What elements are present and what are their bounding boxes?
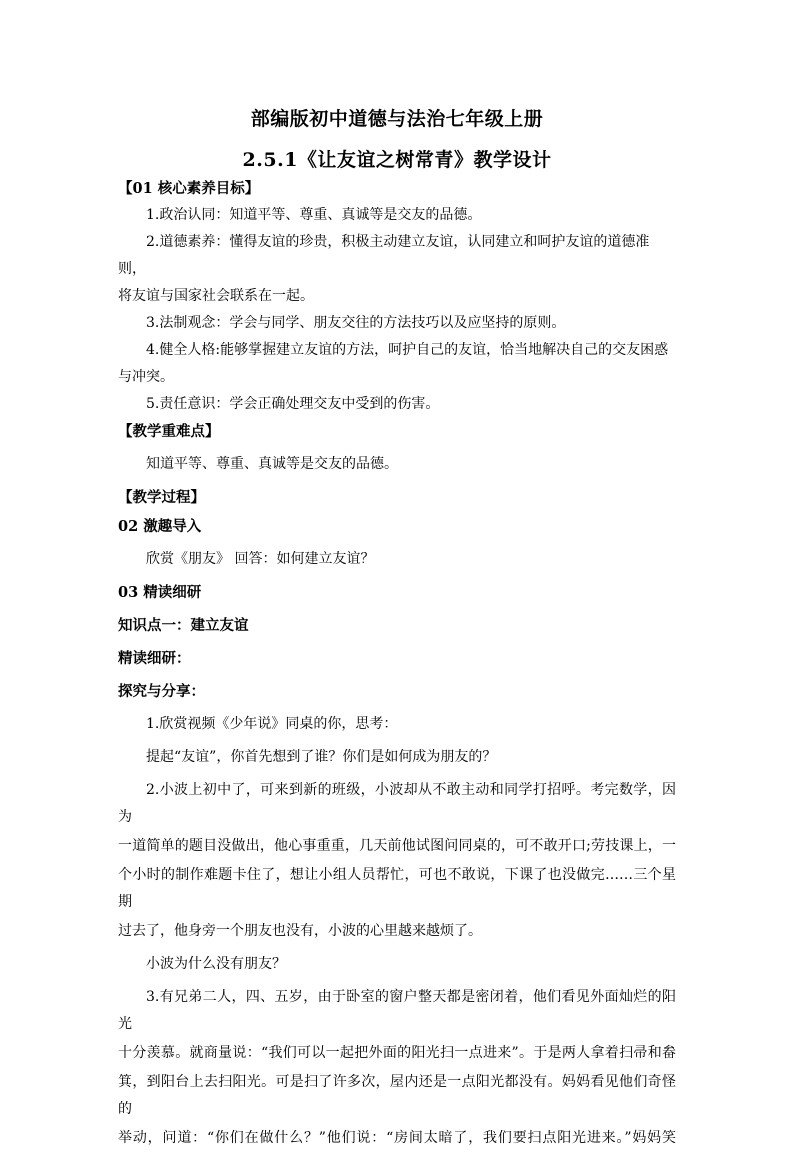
section-heading-process: 【教学过程】 [118,489,205,506]
explore-item-2-line-2: 一道简单的题目没做出，他心事重重，几天前他试图问同桌的，可不敢开口;劳技课上，一 [118,838,676,854]
section-heading-core-goals: 【01 核心素养目标】 [118,180,260,197]
explore-item-2-line-1: 2.小波上初中了，可来到新的班级，小波却从不敢主动和同学打招呼。考完数学，因为 [118,782,676,825]
intro-heading: 02 激趣导入 [118,518,202,535]
document-title: 部编版初中道德与法治七年级上册 [250,108,544,130]
explore-item-1: 1.欣赏视频《少年说》同桌的你，思考： [146,716,398,732]
explore-item-3-line-1: 3.有兄弟二人，四、五岁，由于卧室的窗户整天都是密闭着，他们看见外面灿烂的阳光 [118,989,676,1032]
document-body [118,175,676,1152]
goal-item-1: 1.政治认同：知道平等、尊重、真诚等是交友的品德。 [146,207,482,223]
intro-text: 欣赏《朋友》 回答：如何建立友谊？ [146,551,375,567]
explore-item-3-line-2: 十分羡慕。就商量说：“我们可以一起把外面的阳光扫一点进来”。于是两人拿着扫帚和畚 [118,1045,676,1061]
reading-heading: 03 精读细研 [118,584,202,601]
explore-item-2-line-4: 过去了，他身旁一个朋友也没有，小波的心里越来越烦了。 [118,923,482,939]
goal-item-2-cont: 将友谊与国家社会联系在一起。 [118,288,314,304]
explore-label: 探究与分享： [118,683,205,700]
goal-item-4: 4.健全人格:能够掌握建立友谊的方法，呵护自己的友谊，恰当地解决自己的交友困惑 [146,342,669,358]
goal-item-2: 2.道德素养：懂得友谊的珍贵，积极主动建立友谊，认同建立和呵护友谊的道德准则， [118,234,650,277]
explore-item-2-question: 小波为什么没有朋友？ [146,956,286,972]
reading-label: 精读细研： [118,650,191,667]
lesson-title: 2.5.1《让友谊之树常青》教学设计 [242,149,552,171]
goal-item-4-cont: 与冲突。 [118,369,174,385]
explore-item-1-question: 提起“友谊”，你首先想到了谁？你们是如何成为朋友的？ [146,749,497,765]
explore-item-2-line-3: 个小时的制作难题卡住了，想让小组人员帮忙，可也不敢说，下课了也没做完……三个星期 [118,867,676,910]
section-heading-key-points: 【教学重难点】 [118,423,220,440]
goal-item-5: 5.责任意识：学会正确处理交友中受到的伤害。 [146,396,440,412]
explore-item-3-line-3: 箕，到阳台上去扫阳光。可是扫了许多次，屋内还是一点阳光都没有。妈妈看见他们奇怪的 [118,1074,676,1117]
explore-item-3-line-4: 举动，问道：“你们在做什么？”他们说：“房间太暗了，我们要扫点阳光进来。”妈妈笑 [118,1130,676,1146]
goal-item-3: 3.法制观念：学会与同学、朋友交往的方法技巧以及应坚持的原则。 [146,315,566,331]
key-points-text: 知道平等、尊重、真诚等是交友的品德。 [146,456,398,472]
knowledge-point-1-heading: 知识点一：建立友谊 [118,617,249,634]
